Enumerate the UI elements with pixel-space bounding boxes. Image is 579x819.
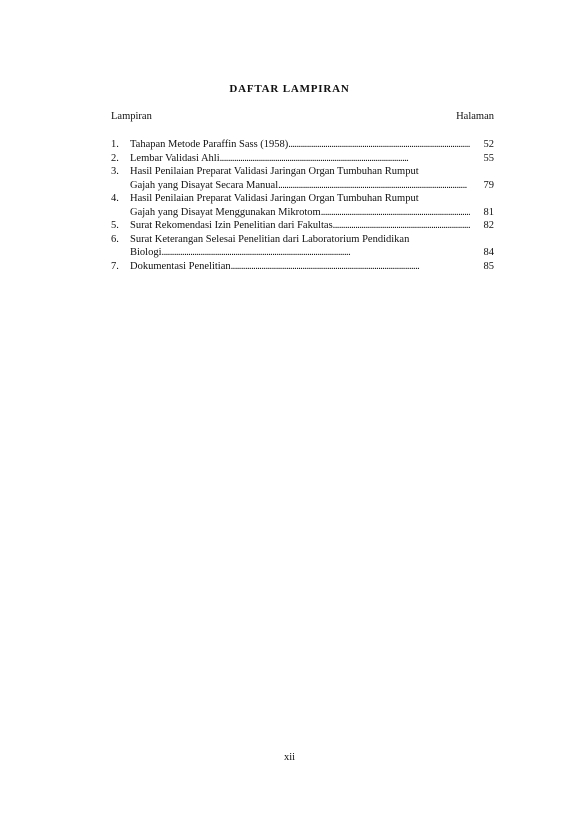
dot-leader xyxy=(220,152,470,166)
page-number: xii xyxy=(283,752,296,763)
item-number: 1. xyxy=(111,139,119,150)
list-item xyxy=(111,192,494,219)
list-item-line xyxy=(111,179,494,193)
list-item xyxy=(111,165,494,192)
header-halaman-label: Halaman xyxy=(456,111,494,122)
list-item-line xyxy=(111,192,494,206)
item-page-number: 85 xyxy=(483,260,494,272)
list-item-line xyxy=(111,260,494,274)
item-page-number: 82 xyxy=(483,220,494,231)
item-title: Hasil Penilaian Preparat Validasi Jaringan Organ Tumbuhan Rumput xyxy=(130,193,419,204)
item-number: 2. xyxy=(111,152,119,164)
item-number: 5. xyxy=(111,220,119,231)
dot-leader xyxy=(162,246,470,260)
item-title: Surat Keterangan Selesai Penelitian dari Laboratorium Pendidikan xyxy=(130,233,410,245)
dot-leader xyxy=(231,260,470,274)
item-number: 7. xyxy=(111,260,119,272)
dot-leader xyxy=(278,179,470,193)
item-page-number: 52 xyxy=(483,139,494,150)
item-title: Gajah yang Disayat Secara Manual xyxy=(130,179,279,191)
item-page-number: 81 xyxy=(483,206,494,218)
dot-leader xyxy=(333,219,470,233)
list-item xyxy=(111,233,494,260)
item-title: Surat Rekomendasi Izin Penelitian dari Fakultas xyxy=(130,220,333,231)
page-title: DAFTAR LAMPIRAN xyxy=(229,83,350,95)
item-title: Gajah yang Disayat Menggunakan Mikrotom xyxy=(130,206,321,218)
list-item-line xyxy=(111,219,494,233)
list-item-line xyxy=(111,165,494,179)
item-page-number: 79 xyxy=(483,179,494,191)
item-number: 6. xyxy=(111,233,119,245)
item-number: 4. xyxy=(111,193,119,204)
item-number xyxy=(111,246,130,260)
item-title: Dokumentasi Penelitian xyxy=(130,260,231,272)
list-item-line xyxy=(111,233,494,247)
list-item-line xyxy=(111,206,494,220)
item-title: Lembar Validasi Ahli xyxy=(130,152,220,164)
item-number xyxy=(111,206,130,220)
dot-leader xyxy=(321,206,470,220)
list-item xyxy=(111,260,494,274)
item-title: Biologi xyxy=(130,247,162,258)
item-number: 3. xyxy=(111,166,119,177)
list-item xyxy=(111,138,494,152)
item-page-number: 84 xyxy=(483,247,494,258)
list-item xyxy=(111,219,494,233)
item-page-number: 55 xyxy=(483,152,494,164)
list-item-line xyxy=(111,138,494,152)
item-title: Tahapan Metode Paraffin Sass (1958) xyxy=(130,139,289,150)
list-item xyxy=(111,152,494,166)
item-number xyxy=(111,179,130,193)
appendix-list xyxy=(111,138,494,273)
header-lampiran-label: Lampiran xyxy=(111,111,152,122)
list-item-line xyxy=(111,152,494,166)
list-item-line xyxy=(111,246,494,260)
dot-leader xyxy=(288,138,470,152)
item-title: Hasil Penilaian Preparat Validasi Jaringan Organ Tumbuhan Rumput xyxy=(130,166,419,177)
